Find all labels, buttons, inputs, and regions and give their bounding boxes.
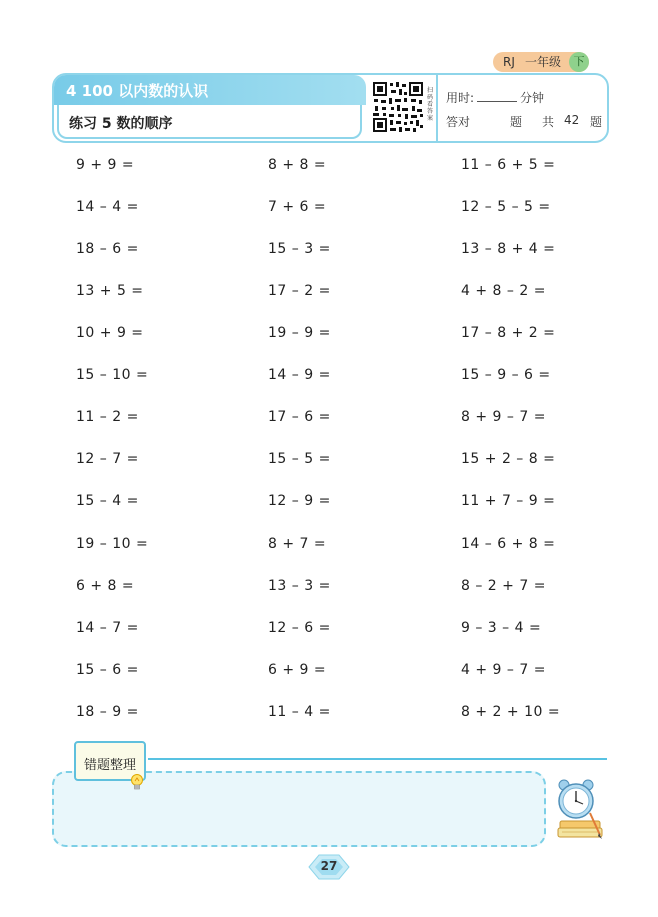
alarm-clock-books-icon [554,775,606,841]
problem-a-14: 18 – 9 = [76,704,139,720]
problem-a-9: 15 – 4 = [76,493,139,509]
problem-a-1: 9 + 9 = [76,157,135,173]
problem-c-4: 4 + 8 – 2 = [461,283,546,299]
problem-a-3: 18 – 6 = [76,241,139,257]
problem-b-9: 12 – 9 = [268,493,331,509]
problem-b-7: 17 – 6 = [268,409,331,425]
problem-b-1: 8 + 8 = [268,157,327,173]
problem-c-2: 12 – 5 – 5 = [461,199,551,215]
total-count: 42 [564,113,580,127]
problem-b-5: 19 – 9 = [268,325,331,341]
time-blank[interactable] [477,89,517,102]
page-number: 27 [320,859,338,873]
problem-a-5: 10 + 9 = [76,325,144,341]
practice-title: 练习 5 数的顺序 [69,116,173,132]
problem-c-6: 15 – 9 – 6 = [461,367,551,383]
problem-a-11: 6 + 8 = [76,578,135,594]
mistake-label: 错题整理 [84,758,137,773]
problem-a-8: 12 – 7 = [76,451,139,467]
problem-c-9: 11 + 7 – 9 = [461,493,556,509]
unit-title: 4 100 以内数的认识 [66,82,209,100]
questions-label: 题 [510,115,523,129]
qr-note: 扫码看答案 [427,87,434,122]
problem-c-3: 13 – 8 + 4 = [461,241,556,257]
total-suffix: 题 [590,115,603,129]
problem-a-4: 13 + 5 = [76,283,144,299]
problem-b-6: 14 – 9 = [268,367,331,383]
edition-code: RJ [503,55,515,69]
problem-b-4: 17 – 2 = [268,283,331,299]
header-divider [436,75,438,141]
practice-title-box [57,105,362,139]
problem-b-10: 8 + 7 = [268,536,327,552]
time-unit: 分钟 [520,91,545,105]
total-label: 共 [542,115,555,129]
unit-title-band [54,75,366,105]
problem-a-12: 14 – 7 = [76,620,139,636]
problem-b-12: 12 – 6 = [268,620,331,636]
term-badge: 下 [569,52,589,72]
problem-a-7: 11 – 2 = [76,409,139,425]
problem-a-10: 19 – 10 = [76,536,149,552]
grade-tag [493,52,589,72]
grade-label: 一年级 [525,55,562,69]
problem-c-1: 11 – 6 + 5 = [461,157,556,173]
time-label: 用时: [446,91,475,105]
mistake-notes-box[interactable] [52,771,546,847]
time-row [446,89,544,106]
qr-code-icon[interactable] [371,80,425,134]
problem-c-10: 14 – 6 + 8 = [461,536,556,552]
problem-b-8: 15 – 5 = [268,451,331,467]
score-row [446,113,606,130]
problem-a-6: 15 – 10 = [76,367,149,383]
problem-c-13: 4 + 9 – 7 = [461,662,546,678]
problem-a-2: 14 – 4 = [76,199,139,215]
problem-b-11: 13 – 3 = [268,578,331,594]
problem-c-8: 15 + 2 – 8 = [461,451,556,467]
problem-b-2: 7 + 6 = [268,199,327,215]
correct-label: 答对 [446,115,471,129]
problem-c-5: 17 – 8 + 2 = [461,325,556,341]
problem-c-7: 8 + 9 – 7 = [461,409,546,425]
problem-b-14: 11 – 4 = [268,704,331,720]
problem-c-14: 8 + 2 + 10 = [461,704,561,720]
problem-c-12: 9 – 3 – 4 = [461,620,542,636]
worksheet-header [52,73,609,143]
problem-c-11: 8 – 2 + 7 = [461,578,546,594]
problem-b-3: 15 – 3 = [268,241,331,257]
mistake-section-rule [148,758,607,760]
problem-a-13: 15 – 6 = [76,662,139,678]
problem-b-13: 6 + 9 = [268,662,327,678]
lightbulb-icon [130,773,144,793]
